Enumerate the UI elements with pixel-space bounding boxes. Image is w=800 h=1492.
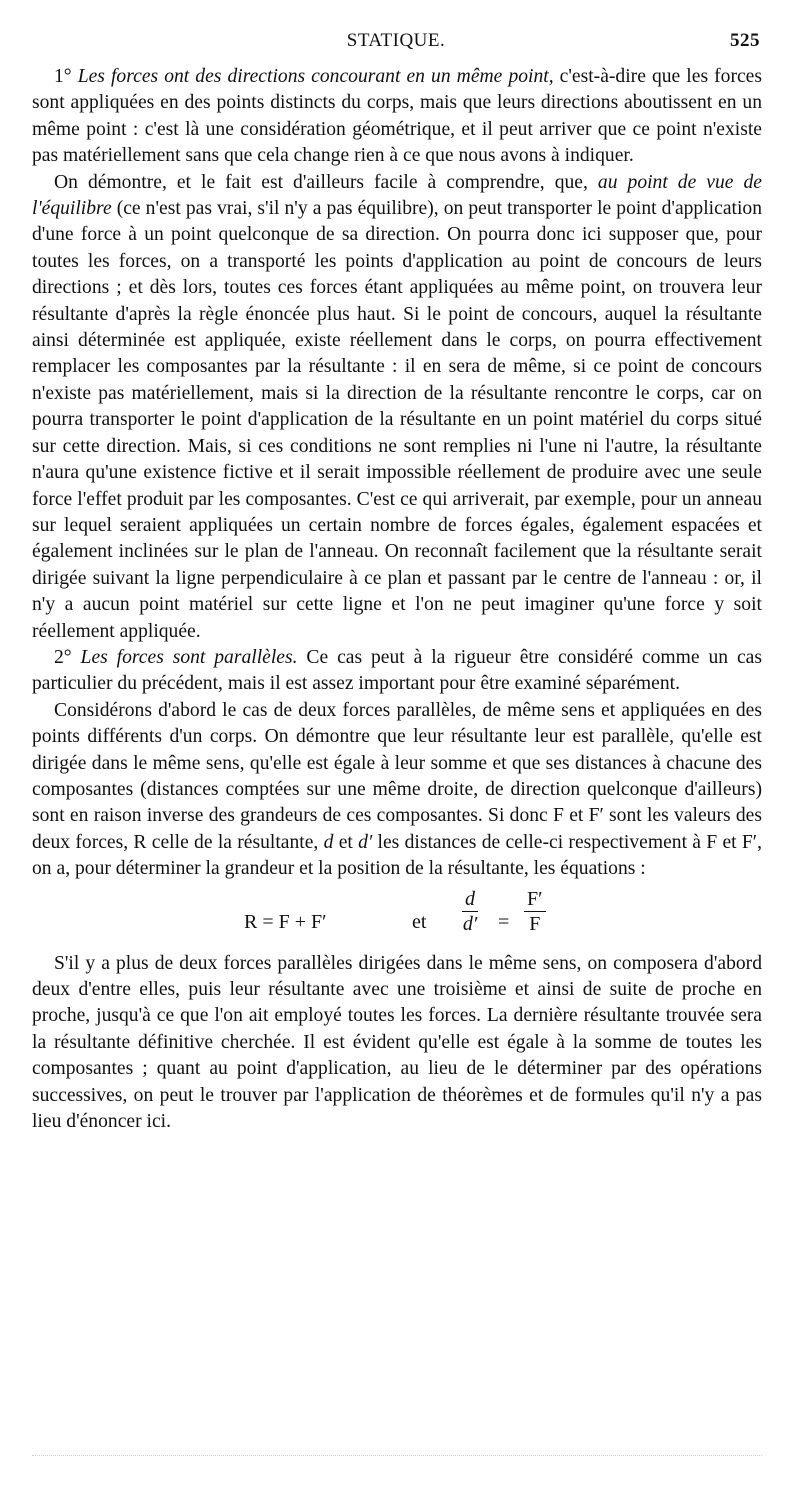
paragraph-2-italic: au point de vue de l'équilibre bbox=[32, 171, 762, 220]
paragraph-1 bbox=[32, 64, 762, 170]
paragraph-3-italic: Les forces sont parallèles. bbox=[80, 646, 298, 668]
list-marker-1: 1° bbox=[54, 66, 72, 87]
running-title: STATIQUE. bbox=[346, 30, 446, 51]
fraction-distances bbox=[462, 887, 478, 936]
equation-block bbox=[32, 883, 762, 951]
paragraph-2 bbox=[32, 170, 762, 645]
fraction-distances-numerator: d bbox=[462, 887, 478, 912]
equation-connector: et bbox=[412, 910, 427, 933]
equals-sign: = bbox=[498, 910, 510, 933]
paragraph-4 bbox=[32, 698, 762, 883]
equation-resultant: R = F + F′ bbox=[244, 910, 327, 933]
paragraph-2-after: (ce n'est pas vrai, s'il n'y a pas équilibre), on peut transporter le point d'application d'une force à un point quelconque de sa direction. On pourra donc ici supposer que, pour toutes les forces, on a transporté les points d'application au point de concours de leurs directions ; et dès lors, toutes ces forces étant appliquées au même point, on trouvera leur résultante d'après la règle énoncée plus haut. Si le point de concours, auquel la résultante ainsi déterminée est appliquée, existe réellement dans le corps, on pourra effectivement remplacer les composantes par la résultante : il en sera de même, si ce point de concours n'existe pas matériellement, mais si la direction de la résultante rencontre le corps, car on pourra transporter le point d'application de la résultante en un point matériel du corps situé sur cette direction. Mais, si ces conditions ne sont remplies ni l'une ni l'autre, la résultante n'aura qu'une existence fictive et il serait impossible réellement de produire avec une seule force l'effet produit par les composantes. C'est ce qui arriverait, par exemple, pour un anneau sur lequel seraient appliquées un certain nombre de forces égales, également espacées et également inclinées sur le plan de l'anneau. On reconnaît facilement que la résultante serait dirigée suivant la ligne perpendiculaire à ce plan et passant par le centre de l'anneau : or, il n'y a aucun point matériel sur cette ligne et l'on ne peut imaginer qu'une force y soit réellement appliquée. bbox=[32, 198, 762, 642]
bleed-through-line bbox=[32, 1455, 762, 1459]
paragraph-1-text: c'est-à-dire que les forces sont appliquées en des points distincts du corps, mais que leurs directions aboutissent en un même point : c'est là une considération géométrique, et il peut arriver que ce point n'existe pas matériellement sans que cela change rien à ce que nous avons à indiquer. bbox=[32, 66, 762, 167]
symbol-d: d bbox=[323, 831, 334, 853]
paragraph-5: S'il y a plus de deux forces parallèles dirigées dans le même sens, on composera d'abord deux d'entre elles, puis leur résultante avec une troisième et ainsi de suite de proche en proche, jusqu'à ce que l'on ait employé toutes les forces. La dernière résultante trouvée sera la résultante définitive cherchée. Il est évident qu'elle est égale à la somme de toutes les composantes ; quant au point d'application, au lieu de le déterminer par des opérations successives, on peut le trouver par l'application de théorèmes et de formules qu'il n'y a pas lieu d'énoncer ici. bbox=[32, 952, 762, 1133]
fraction-forces-numerator: F′ bbox=[524, 887, 546, 912]
fraction-forces bbox=[524, 887, 546, 936]
paragraph-4-text-2: et bbox=[333, 831, 359, 853]
paragraph-3-text: Ce cas peut à la rigueur être considéré comme un cas particulier du précédent, mais il est assez important pour être examiné séparément. bbox=[32, 646, 763, 695]
paragraph-2-before: On démontre, et le fait est d'ailleurs facile à comprendre, que, bbox=[54, 171, 598, 193]
fraction-forces-denominator: F bbox=[529, 912, 541, 935]
page-number: 525 bbox=[730, 30, 760, 51]
page-body bbox=[32, 64, 762, 1135]
paragraph-1-italic: Les forces ont des directions concourant en un même point, bbox=[77, 66, 554, 87]
paragraph-4-text-1: Considérons d'abord le cas de deux forces parallèles, de même sens et appliquées en des points différents d'un corps. On démontre que leur résultante leur est parallèle, qu'elle est dirigée dans le même sens, qu'elle est égale à leur somme et que ses distances à chacune des composantes (distances comptées sur une même droite, de direction quelconque d'ailleurs) sont en raison inverse des grandeurs de ces composantes. Si donc F et F′ sont les valeurs des deux forces, R celle de la résultante, bbox=[32, 699, 762, 853]
page-header bbox=[32, 30, 760, 56]
paragraph-3 bbox=[32, 645, 762, 698]
fraction-distances-denominator: d′ bbox=[462, 912, 478, 935]
list-marker-2: 2° bbox=[54, 646, 72, 668]
paragraph-4-text-3: les distances de celle-ci respectivement à F et F′, on a, pour déterminer la grandeur et la position de la résultante, les équations : bbox=[32, 831, 762, 880]
symbol-d-prime: d′ bbox=[358, 831, 373, 853]
